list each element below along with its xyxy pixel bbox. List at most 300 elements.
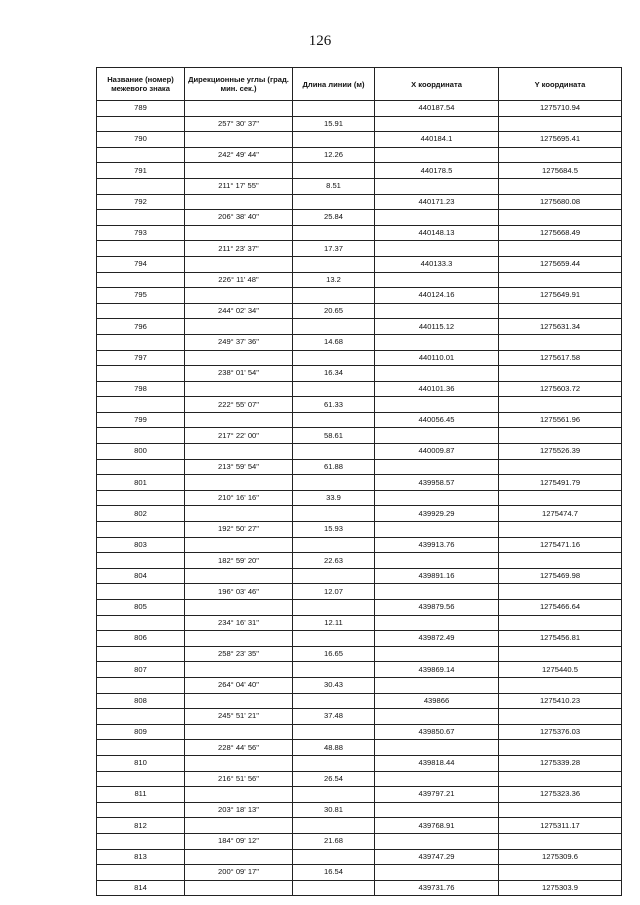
cell-line-length: 12.26 [293,147,375,163]
cell-x-coordinate [375,241,499,257]
cell-x-coordinate: 439797.21 [375,787,499,803]
header-name: Название (номер) межевого знака [97,68,185,101]
cell-line-length: 21.68 [293,833,375,849]
cell-direction-angle [185,256,293,272]
cell-direction-angle [185,444,293,460]
cell-marker-name [97,334,185,350]
cell-y-coordinate: 1275311.17 [499,818,622,834]
cell-y-coordinate [499,334,622,350]
cell-marker-name [97,740,185,756]
cell-marker-name: 795 [97,288,185,304]
cell-x-coordinate: 439731.76 [375,880,499,896]
cell-y-coordinate: 1275631.34 [499,319,622,335]
cell-y-coordinate: 1275469.98 [499,568,622,584]
cell-line-length: 16.34 [293,366,375,382]
table-row [97,288,622,304]
table-row [97,116,622,132]
table-row [97,490,622,506]
cell-marker-name: 809 [97,724,185,740]
cell-direction-angle: 234° 16' 31" [185,615,293,631]
cell-direction-angle [185,350,293,366]
table-row [97,677,622,693]
cell-direction-angle [185,755,293,771]
cell-x-coordinate [375,584,499,600]
cell-direction-angle [185,600,293,616]
cell-line-length [293,194,375,210]
cell-line-length: 20.65 [293,303,375,319]
cell-marker-name: 800 [97,444,185,460]
table-body [97,101,622,896]
cell-marker-name [97,397,185,413]
table-row [97,428,622,444]
cell-x-coordinate: 439747.29 [375,849,499,865]
cell-direction-angle: 249° 37' 36" [185,334,293,350]
cell-direction-angle: 216° 51' 56" [185,771,293,787]
cell-marker-name: 804 [97,568,185,584]
header-row [97,68,622,101]
cell-line-length: 12.11 [293,615,375,631]
cell-direction-angle: 226° 11' 48" [185,272,293,288]
table-row [97,662,622,678]
header-angle: Дирекционные углы (град. мин. сек.) [185,68,293,101]
cell-direction-angle: 258° 23' 35" [185,646,293,662]
cell-marker-name: 802 [97,506,185,522]
cell-line-length [293,631,375,647]
cell-y-coordinate [499,272,622,288]
cell-direction-angle [185,849,293,865]
cell-direction-angle [185,132,293,148]
cell-marker-name: 793 [97,225,185,241]
table-row [97,256,622,272]
cell-direction-angle [185,288,293,304]
cell-marker-name [97,490,185,506]
table-row [97,771,622,787]
cell-marker-name [97,522,185,538]
cell-line-length [293,568,375,584]
cell-y-coordinate [499,303,622,319]
cell-marker-name: 808 [97,693,185,709]
table-row [97,615,622,631]
cell-y-coordinate [499,366,622,382]
table-row [97,350,622,366]
cell-marker-name [97,147,185,163]
table-row [97,724,622,740]
cell-y-coordinate: 1275668.49 [499,225,622,241]
cell-line-length [293,849,375,865]
cell-direction-angle [185,412,293,428]
cell-marker-name: 798 [97,381,185,397]
cell-y-coordinate: 1275603.72 [499,381,622,397]
cell-line-length: 16.65 [293,646,375,662]
cell-line-length [293,787,375,803]
cell-x-coordinate [375,459,499,475]
cell-marker-name: 811 [97,787,185,803]
cell-x-coordinate [375,116,499,132]
cell-x-coordinate [375,709,499,725]
cell-line-length: 15.93 [293,522,375,538]
cell-x-coordinate: 440187.54 [375,101,499,117]
cell-direction-angle [185,631,293,647]
cell-line-length [293,319,375,335]
cell-marker-name [97,241,185,257]
table-row [97,132,622,148]
cell-direction-angle [185,475,293,491]
table-row [97,584,622,600]
cell-y-coordinate: 1275474.7 [499,506,622,522]
table-row [97,163,622,179]
table-row [97,755,622,771]
table-row [97,693,622,709]
cell-y-coordinate [499,709,622,725]
cell-x-coordinate [375,303,499,319]
cell-y-coordinate: 1275410.23 [499,693,622,709]
cell-y-coordinate: 1275561.96 [499,412,622,428]
cell-line-length: 33.9 [293,490,375,506]
cell-line-length [293,381,375,397]
cell-direction-angle: 242° 49' 44" [185,147,293,163]
cell-direction-angle [185,724,293,740]
cell-marker-name: 794 [97,256,185,272]
table-row [97,147,622,163]
cell-line-length: 22.63 [293,553,375,569]
cell-line-length: 61.88 [293,459,375,475]
cell-direction-angle [185,225,293,241]
cell-marker-name: 813 [97,849,185,865]
table-row [97,506,622,522]
cell-marker-name: 807 [97,662,185,678]
cell-y-coordinate: 1275466.64 [499,600,622,616]
table-row [97,568,622,584]
cell-line-length [293,412,375,428]
cell-line-length: 37.48 [293,709,375,725]
cell-y-coordinate [499,490,622,506]
cell-line-length: 61.33 [293,397,375,413]
cell-direction-angle: 228° 44' 56" [185,740,293,756]
cell-line-length: 8.51 [293,178,375,194]
table-row [97,444,622,460]
cell-y-coordinate: 1275710.94 [499,101,622,117]
cell-y-coordinate [499,802,622,818]
cell-line-length: 30.81 [293,802,375,818]
cell-direction-angle: 245° 51' 21" [185,709,293,725]
cell-line-length: 16.54 [293,865,375,881]
header-x: X координата [375,68,499,101]
cell-marker-name: 799 [97,412,185,428]
cell-y-coordinate: 1275309.6 [499,849,622,865]
cell-line-length [293,755,375,771]
cell-direction-angle: 211° 17' 55" [185,178,293,194]
cell-line-length [293,256,375,272]
cell-y-coordinate: 1275659.44 [499,256,622,272]
cell-x-coordinate [375,490,499,506]
cell-direction-angle [185,381,293,397]
cell-y-coordinate [499,147,622,163]
cell-marker-name: 812 [97,818,185,834]
cell-marker-name: 806 [97,631,185,647]
cell-y-coordinate: 1275440.5 [499,662,622,678]
cell-direction-angle: 203° 18' 13" [185,802,293,818]
cell-y-coordinate [499,771,622,787]
cell-direction-angle: 196° 03' 46" [185,584,293,600]
cell-direction-angle: 210° 16' 16" [185,490,293,506]
cell-y-coordinate [499,522,622,538]
table-row [97,334,622,350]
cell-direction-angle [185,194,293,210]
cell-x-coordinate: 439768.91 [375,818,499,834]
cell-marker-name: 791 [97,163,185,179]
cell-marker-name: 790 [97,132,185,148]
cell-x-coordinate [375,865,499,881]
cell-x-coordinate [375,802,499,818]
cell-y-coordinate [499,459,622,475]
cell-line-length [293,537,375,553]
cell-marker-name [97,428,185,444]
cell-x-coordinate [375,210,499,226]
cell-y-coordinate: 1275684.5 [499,163,622,179]
boundary-coordinates-table [96,67,622,896]
cell-x-coordinate [375,740,499,756]
cell-x-coordinate: 440171.23 [375,194,499,210]
table-row [97,802,622,818]
cell-marker-name [97,553,185,569]
cell-marker-name [97,584,185,600]
table-row [97,522,622,538]
table-row [97,880,622,896]
cell-x-coordinate [375,615,499,631]
cell-marker-name: 810 [97,755,185,771]
cell-x-coordinate [375,522,499,538]
cell-direction-angle [185,506,293,522]
table-row [97,210,622,226]
cell-x-coordinate: 440124.16 [375,288,499,304]
cell-marker-name [97,646,185,662]
cell-direction-angle [185,880,293,896]
cell-line-length [293,724,375,740]
cell-x-coordinate: 439866 [375,693,499,709]
cell-direction-angle: 182° 59' 20" [185,553,293,569]
cell-marker-name [97,771,185,787]
cell-x-coordinate: 440115.12 [375,319,499,335]
cell-x-coordinate: 439879.56 [375,600,499,616]
cell-marker-name [97,178,185,194]
cell-x-coordinate [375,272,499,288]
cell-x-coordinate: 439891.16 [375,568,499,584]
cell-y-coordinate: 1275491.79 [499,475,622,491]
cell-line-length [293,163,375,179]
header-length: Длина линии (м) [293,68,375,101]
cell-x-coordinate: 440148.13 [375,225,499,241]
cell-x-coordinate [375,178,499,194]
table-row [97,865,622,881]
page-number: 126 [308,33,332,49]
cell-marker-name: 797 [97,350,185,366]
cell-direction-angle: 244° 02' 34" [185,303,293,319]
cell-x-coordinate [375,771,499,787]
cell-marker-name [97,615,185,631]
cell-direction-angle: 257° 30' 37" [185,116,293,132]
cell-direction-angle: 217° 22' 00" [185,428,293,444]
cell-marker-name [97,210,185,226]
cell-x-coordinate [375,553,499,569]
cell-direction-angle [185,568,293,584]
cell-direction-angle: 200° 09' 17" [185,865,293,881]
cell-y-coordinate [499,615,622,631]
table-row [97,225,622,241]
cell-line-length [293,880,375,896]
cell-y-coordinate: 1275680.08 [499,194,622,210]
cell-x-coordinate [375,147,499,163]
cell-y-coordinate [499,553,622,569]
table-row [97,787,622,803]
cell-marker-name [97,303,185,319]
cell-marker-name [97,709,185,725]
cell-marker-name: 796 [97,319,185,335]
cell-line-length [293,101,375,117]
cell-x-coordinate: 440110.01 [375,350,499,366]
cell-y-coordinate [499,646,622,662]
cell-marker-name [97,833,185,849]
cell-marker-name [97,366,185,382]
table-row [97,537,622,553]
cell-y-coordinate: 1275471.16 [499,537,622,553]
cell-y-coordinate [499,740,622,756]
table-row [97,412,622,428]
header-y: Y координата [499,68,622,101]
cell-x-coordinate: 440101.36 [375,381,499,397]
cell-x-coordinate: 439958.57 [375,475,499,491]
cell-direction-angle: 213° 59' 54" [185,459,293,475]
cell-direction-angle: 238° 01' 54" [185,366,293,382]
cell-line-length: 30.43 [293,677,375,693]
cell-y-coordinate: 1275526.39 [499,444,622,460]
cell-direction-angle [185,537,293,553]
cell-line-length: 58.61 [293,428,375,444]
cell-direction-angle: 264° 04' 40" [185,677,293,693]
cell-y-coordinate: 1275376.03 [499,724,622,740]
cell-direction-angle [185,662,293,678]
table-row [97,631,622,647]
cell-y-coordinate [499,865,622,881]
cell-line-length: 15.91 [293,116,375,132]
cell-x-coordinate [375,334,499,350]
cell-x-coordinate: 440009.87 [375,444,499,460]
cell-marker-name: 801 [97,475,185,491]
cell-marker-name [97,459,185,475]
table-row [97,381,622,397]
cell-marker-name [97,272,185,288]
cell-line-length [293,225,375,241]
cell-direction-angle [185,787,293,803]
cell-line-length [293,506,375,522]
table-row [97,272,622,288]
cell-y-coordinate: 1275617.58 [499,350,622,366]
table-row [97,459,622,475]
cell-y-coordinate [499,677,622,693]
table-row [97,194,622,210]
cell-line-length [293,288,375,304]
cell-y-coordinate: 1275649.91 [499,288,622,304]
cell-line-length: 13.2 [293,272,375,288]
cell-y-coordinate [499,241,622,257]
cell-direction-angle [185,818,293,834]
cell-x-coordinate [375,677,499,693]
cell-marker-name [97,116,185,132]
cell-direction-angle: 206° 38' 40" [185,210,293,226]
table-row [97,475,622,491]
cell-line-length [293,132,375,148]
cell-y-coordinate [499,397,622,413]
table-row [97,241,622,257]
table-row [97,740,622,756]
table-row [97,303,622,319]
table-row [97,178,622,194]
table-row [97,101,622,117]
cell-line-length [293,475,375,491]
cell-direction-angle: 192° 50' 27" [185,522,293,538]
cell-x-coordinate [375,646,499,662]
cell-line-length: 26.54 [293,771,375,787]
cell-y-coordinate: 1275456.81 [499,631,622,647]
cell-x-coordinate: 440133.3 [375,256,499,272]
cell-y-coordinate [499,210,622,226]
cell-x-coordinate [375,397,499,413]
cell-x-coordinate: 439850.67 [375,724,499,740]
table-row [97,849,622,865]
cell-line-length [293,693,375,709]
cell-line-length: 14.68 [293,334,375,350]
cell-line-length: 12.07 [293,584,375,600]
cell-y-coordinate: 1275303.9 [499,880,622,896]
cell-y-coordinate [499,116,622,132]
cell-line-length [293,350,375,366]
cell-y-coordinate [499,428,622,444]
cell-direction-angle [185,163,293,179]
table-row [97,833,622,849]
cell-direction-angle [185,693,293,709]
cell-direction-angle: 211° 23' 37" [185,241,293,257]
cell-line-length: 25.84 [293,210,375,226]
cell-line-length [293,818,375,834]
cell-marker-name: 805 [97,600,185,616]
cell-marker-name: 792 [97,194,185,210]
cell-y-coordinate [499,178,622,194]
cell-marker-name [97,802,185,818]
cell-x-coordinate: 440184.1 [375,132,499,148]
cell-direction-angle [185,101,293,117]
table-row [97,600,622,616]
cell-x-coordinate [375,428,499,444]
table-row [97,709,622,725]
cell-direction-angle: 184° 09' 12" [185,833,293,849]
cell-direction-angle: 222° 55' 07" [185,397,293,413]
cell-x-coordinate: 439929.29 [375,506,499,522]
cell-line-length [293,444,375,460]
cell-x-coordinate: 439872.49 [375,631,499,647]
cell-marker-name: 803 [97,537,185,553]
cell-line-length: 17.37 [293,241,375,257]
table-row [97,319,622,335]
cell-x-coordinate [375,366,499,382]
cell-x-coordinate: 440056.45 [375,412,499,428]
cell-y-coordinate: 1275339.28 [499,755,622,771]
table-row [97,366,622,382]
table-row [97,818,622,834]
cell-line-length: 48.88 [293,740,375,756]
cell-x-coordinate: 439869.14 [375,662,499,678]
cell-marker-name: 789 [97,101,185,117]
table-row [97,646,622,662]
cell-y-coordinate [499,833,622,849]
